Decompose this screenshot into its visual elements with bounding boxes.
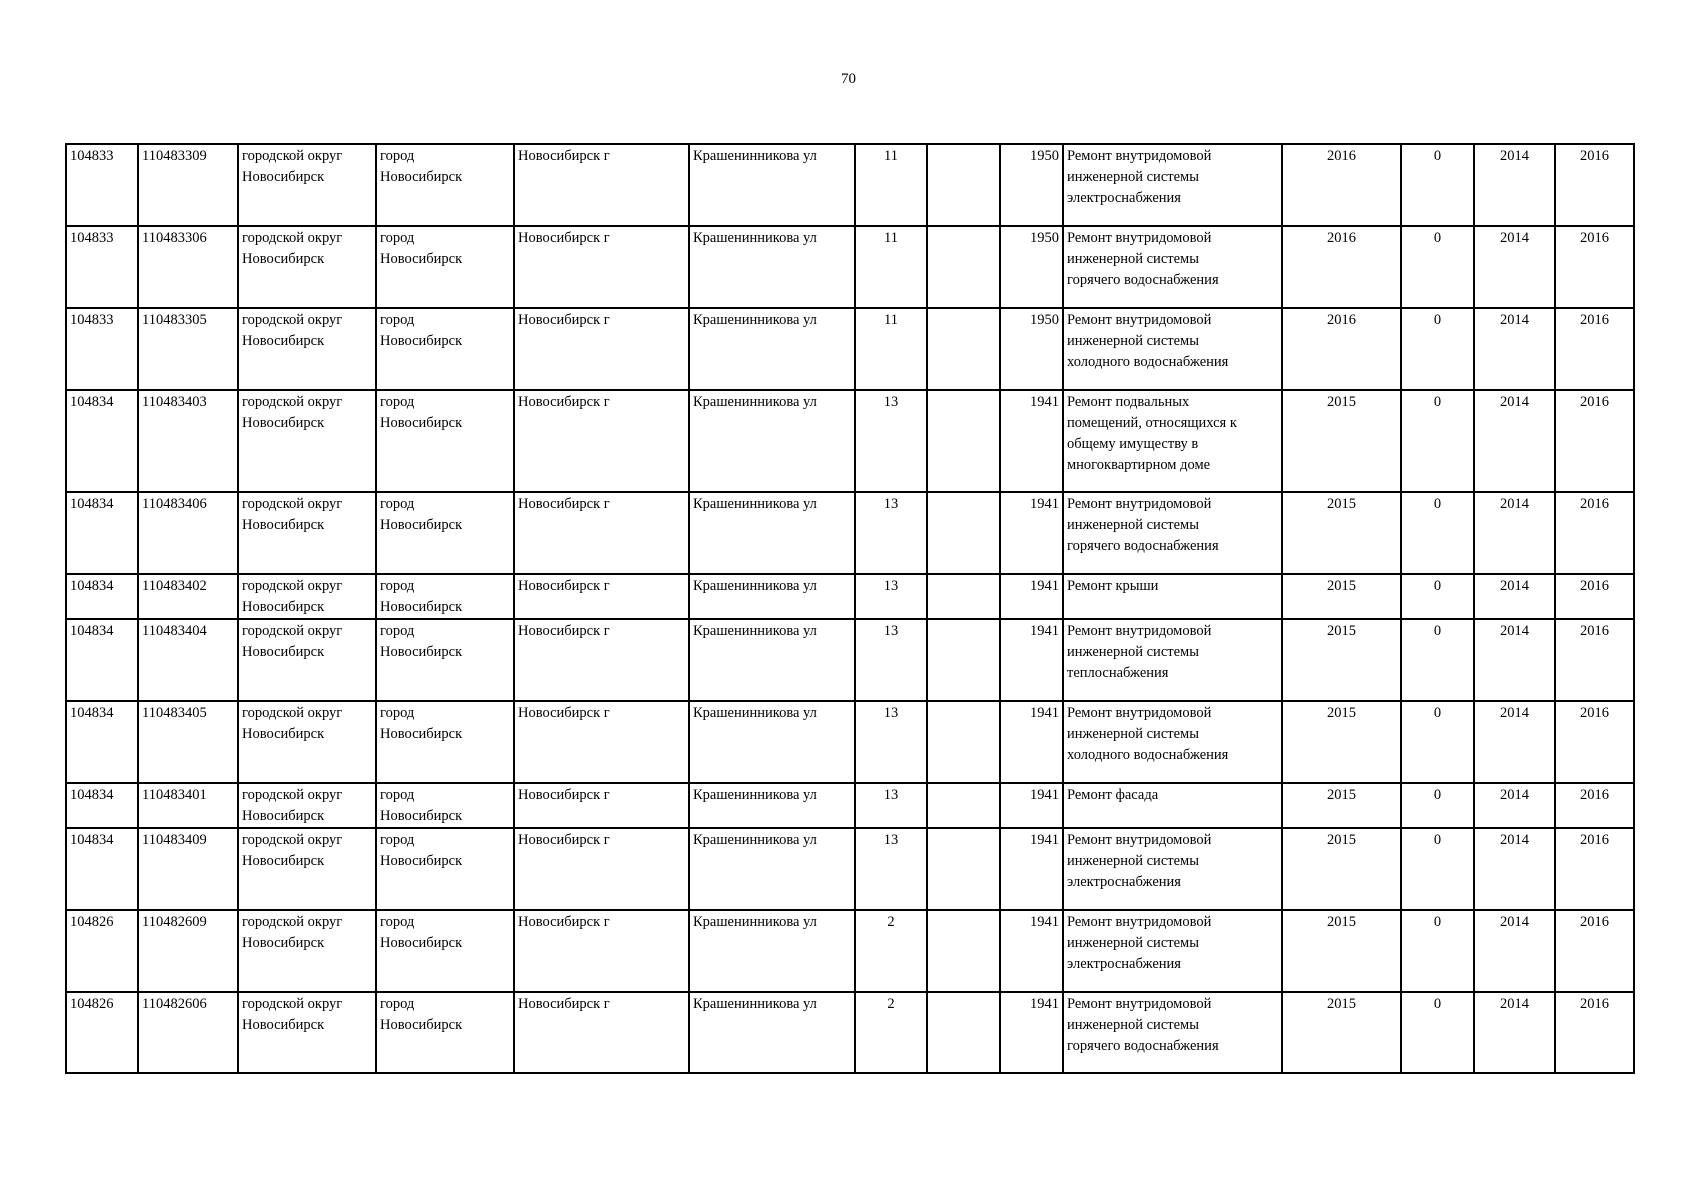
cell-house-number: 13 (855, 828, 927, 910)
cell-work-type: Ремонт фасада (1063, 783, 1282, 828)
cell-building (927, 226, 1000, 308)
cell-record-code: 110483309 (138, 144, 238, 226)
table-row (66, 828, 1634, 910)
cell-district: городской округ Новосибирск (238, 828, 376, 910)
cell-settlement: город Новосибирск (376, 390, 514, 492)
cell-period-end: 2016 (1555, 992, 1634, 1073)
cell-period-end: 2016 (1555, 574, 1634, 619)
cell-district: городской округ Новосибирск (238, 910, 376, 992)
cell-house-number: 11 (855, 226, 927, 308)
table-row (66, 619, 1634, 701)
cell-district: городской округ Новосибирск (238, 783, 376, 828)
cell-locality: Новосибирск г (514, 828, 689, 910)
cell-plan-year: 2016 (1282, 226, 1401, 308)
cell-period-start: 2014 (1474, 226, 1555, 308)
cell-street: Крашенинникова ул (689, 308, 855, 390)
cell-plan-year: 2015 (1282, 390, 1401, 492)
cell-building (927, 492, 1000, 574)
cell-value: 0 (1401, 910, 1474, 992)
cell-settlement: город Новосибирск (376, 226, 514, 308)
cell-record-code: 110482609 (138, 910, 238, 992)
cell-record-code: 110483403 (138, 390, 238, 492)
cell-plan-year: 2015 (1282, 492, 1401, 574)
cell-period-start: 2014 (1474, 828, 1555, 910)
cell-settlement: город Новосибирск (376, 619, 514, 701)
cell-period-end: 2016 (1555, 390, 1634, 492)
cell-building (927, 308, 1000, 390)
cell-period-end: 2016 (1555, 619, 1634, 701)
table-row (66, 701, 1634, 783)
cell-house-number: 11 (855, 144, 927, 226)
cell-period-start: 2014 (1474, 701, 1555, 783)
cell-year-built: 1941 (1000, 828, 1063, 910)
cell-building (927, 390, 1000, 492)
cell-house-id: 104834 (66, 828, 138, 910)
cell-year-built: 1950 (1000, 144, 1063, 226)
registry-table (65, 143, 1635, 1074)
cell-record-code: 110482606 (138, 992, 238, 1073)
cell-district: городской округ Новосибирск (238, 390, 376, 492)
table-row (66, 226, 1634, 308)
cell-record-code: 110483404 (138, 619, 238, 701)
cell-record-code: 110483306 (138, 226, 238, 308)
cell-value: 0 (1401, 226, 1474, 308)
cell-house-number: 13 (855, 492, 927, 574)
cell-plan-year: 2016 (1282, 144, 1401, 226)
cell-period-end: 2016 (1555, 910, 1634, 992)
cell-settlement: город Новосибирск (376, 492, 514, 574)
cell-year-built: 1941 (1000, 390, 1063, 492)
cell-work-type: Ремонт внутридомовой инженерной системы горячего водоснабжения (1063, 226, 1282, 308)
cell-locality: Новосибирск г (514, 226, 689, 308)
cell-house-id: 104834 (66, 619, 138, 701)
cell-work-type: Ремонт внутридомовой инженерной системы электроснабжения (1063, 144, 1282, 226)
cell-settlement: город Новосибирск (376, 828, 514, 910)
cell-year-built: 1941 (1000, 910, 1063, 992)
cell-house-id: 104834 (66, 701, 138, 783)
cell-period-start: 2014 (1474, 574, 1555, 619)
cell-building (927, 144, 1000, 226)
cell-building (927, 619, 1000, 701)
cell-house-number: 11 (855, 308, 927, 390)
cell-district: городской округ Новосибирск (238, 226, 376, 308)
cell-house-number: 13 (855, 574, 927, 619)
cell-period-start: 2014 (1474, 619, 1555, 701)
cell-building (927, 574, 1000, 619)
cell-value: 0 (1401, 992, 1474, 1073)
cell-district: городской округ Новосибирск (238, 574, 376, 619)
cell-work-type: Ремонт внутридомовой инженерной системы электроснабжения (1063, 910, 1282, 992)
cell-period-end: 2016 (1555, 144, 1634, 226)
cell-value: 0 (1401, 783, 1474, 828)
cell-plan-year: 2016 (1282, 308, 1401, 390)
cell-house-id: 104826 (66, 992, 138, 1073)
cell-street: Крашенинникова ул (689, 390, 855, 492)
cell-period-end: 2016 (1555, 828, 1634, 910)
cell-year-built: 1941 (1000, 619, 1063, 701)
table-row (66, 390, 1634, 492)
cell-period-start: 2014 (1474, 492, 1555, 574)
cell-value: 0 (1401, 574, 1474, 619)
cell-work-type: Ремонт внутридомовой инженерной системы горячего водоснабжения (1063, 992, 1282, 1073)
cell-year-built: 1941 (1000, 574, 1063, 619)
cell-district: городской округ Новосибирск (238, 308, 376, 390)
cell-house-number: 13 (855, 619, 927, 701)
cell-settlement: город Новосибирск (376, 701, 514, 783)
cell-value: 0 (1401, 144, 1474, 226)
cell-record-code: 110483405 (138, 701, 238, 783)
cell-period-end: 2016 (1555, 701, 1634, 783)
cell-street: Крашенинникова ул (689, 828, 855, 910)
cell-plan-year: 2015 (1282, 701, 1401, 783)
cell-building (927, 701, 1000, 783)
cell-locality: Новосибирск г (514, 783, 689, 828)
cell-district: городской округ Новосибирск (238, 492, 376, 574)
cell-work-type: Ремонт внутридомовой инженерной системы электроснабжения (1063, 828, 1282, 910)
page-number: 70 (841, 71, 856, 87)
cell-locality: Новосибирск г (514, 144, 689, 226)
cell-house-number: 2 (855, 992, 927, 1073)
table-row (66, 910, 1634, 992)
cell-work-type: Ремонт крыши (1063, 574, 1282, 619)
cell-house-number: 13 (855, 390, 927, 492)
cell-plan-year: 2015 (1282, 992, 1401, 1073)
cell-record-code: 110483305 (138, 308, 238, 390)
cell-locality: Новосибирск г (514, 390, 689, 492)
cell-house-number: 13 (855, 701, 927, 783)
cell-house-id: 104826 (66, 910, 138, 992)
cell-work-type: Ремонт внутридомовой инженерной системы холодного водоснабжения (1063, 701, 1282, 783)
cell-year-built: 1941 (1000, 783, 1063, 828)
cell-settlement: город Новосибирск (376, 144, 514, 226)
cell-plan-year: 2015 (1282, 828, 1401, 910)
cell-year-built: 1941 (1000, 492, 1063, 574)
cell-locality: Новосибирск г (514, 492, 689, 574)
cell-locality: Новосибирск г (514, 910, 689, 992)
cell-locality: Новосибирск г (514, 701, 689, 783)
cell-work-type: Ремонт внутридомовой инженерной системы теплоснабжения (1063, 619, 1282, 701)
cell-settlement: город Новосибирск (376, 910, 514, 992)
cell-period-end: 2016 (1555, 492, 1634, 574)
cell-house-number: 2 (855, 910, 927, 992)
cell-house-id: 104834 (66, 574, 138, 619)
cell-period-start: 2014 (1474, 144, 1555, 226)
cell-house-id: 104834 (66, 390, 138, 492)
cell-value: 0 (1401, 492, 1474, 574)
cell-work-type: Ремонт внутридомовой инженерной системы горячего водоснабжения (1063, 492, 1282, 574)
cell-period-end: 2016 (1555, 308, 1634, 390)
cell-value: 0 (1401, 308, 1474, 390)
cell-period-start: 2014 (1474, 910, 1555, 992)
cell-house-id: 104833 (66, 226, 138, 308)
cell-district: городской округ Новосибирск (238, 992, 376, 1073)
cell-plan-year: 2015 (1282, 910, 1401, 992)
cell-house-id: 104833 (66, 308, 138, 390)
cell-street: Крашенинникова ул (689, 619, 855, 701)
table-row (66, 783, 1634, 828)
cell-value: 0 (1401, 701, 1474, 783)
cell-street: Крашенинникова ул (689, 910, 855, 992)
cell-period-start: 2014 (1474, 992, 1555, 1073)
cell-period-end: 2016 (1555, 783, 1634, 828)
cell-street: Крашенинникова ул (689, 783, 855, 828)
cell-settlement: город Новосибирск (376, 308, 514, 390)
cell-house-id: 104834 (66, 783, 138, 828)
cell-year-built: 1950 (1000, 226, 1063, 308)
cell-building (927, 783, 1000, 828)
cell-value: 0 (1401, 390, 1474, 492)
cell-value: 0 (1401, 828, 1474, 910)
cell-period-start: 2014 (1474, 308, 1555, 390)
cell-settlement: город Новосибирск (376, 992, 514, 1073)
cell-building (927, 992, 1000, 1073)
cell-street: Крашенинникова ул (689, 226, 855, 308)
cell-house-id: 104834 (66, 492, 138, 574)
cell-period-start: 2014 (1474, 783, 1555, 828)
cell-locality: Новосибирск г (514, 308, 689, 390)
cell-house-id: 104833 (66, 144, 138, 226)
table-row (66, 492, 1634, 574)
cell-record-code: 110483409 (138, 828, 238, 910)
cell-year-built: 1950 (1000, 308, 1063, 390)
cell-value: 0 (1401, 619, 1474, 701)
cell-record-code: 110483401 (138, 783, 238, 828)
cell-year-built: 1941 (1000, 992, 1063, 1073)
cell-work-type: Ремонт подвальных помещений, относящихся к общему имуществу в многоквартирном доме (1063, 390, 1282, 492)
table-row (66, 308, 1634, 390)
cell-plan-year: 2015 (1282, 783, 1401, 828)
cell-period-start: 2014 (1474, 390, 1555, 492)
table-row (66, 144, 1634, 226)
cell-plan-year: 2015 (1282, 619, 1401, 701)
cell-locality: Новосибирск г (514, 992, 689, 1073)
cell-locality: Новосибирск г (514, 574, 689, 619)
cell-district: городской округ Новосибирск (238, 144, 376, 226)
cell-plan-year: 2015 (1282, 574, 1401, 619)
cell-building (927, 828, 1000, 910)
table-row (66, 992, 1634, 1073)
cell-settlement: город Новосибирск (376, 574, 514, 619)
cell-district: городской округ Новосибирск (238, 619, 376, 701)
cell-street: Крашенинникова ул (689, 701, 855, 783)
cell-record-code: 110483402 (138, 574, 238, 619)
cell-record-code: 110483406 (138, 492, 238, 574)
cell-settlement: город Новосибирск (376, 783, 514, 828)
cell-street: Крашенинникова ул (689, 992, 855, 1073)
cell-house-number: 13 (855, 783, 927, 828)
table-row (66, 574, 1634, 619)
cell-street: Крашенинникова ул (689, 492, 855, 574)
cell-locality: Новосибирск г (514, 619, 689, 701)
cell-street: Крашенинникова ул (689, 574, 855, 619)
cell-district: городской округ Новосибирск (238, 701, 376, 783)
cell-period-end: 2016 (1555, 226, 1634, 308)
cell-work-type: Ремонт внутридомовой инженерной системы холодного водоснабжения (1063, 308, 1282, 390)
cell-building (927, 910, 1000, 992)
cell-year-built: 1941 (1000, 701, 1063, 783)
cell-street: Крашенинникова ул (689, 144, 855, 226)
